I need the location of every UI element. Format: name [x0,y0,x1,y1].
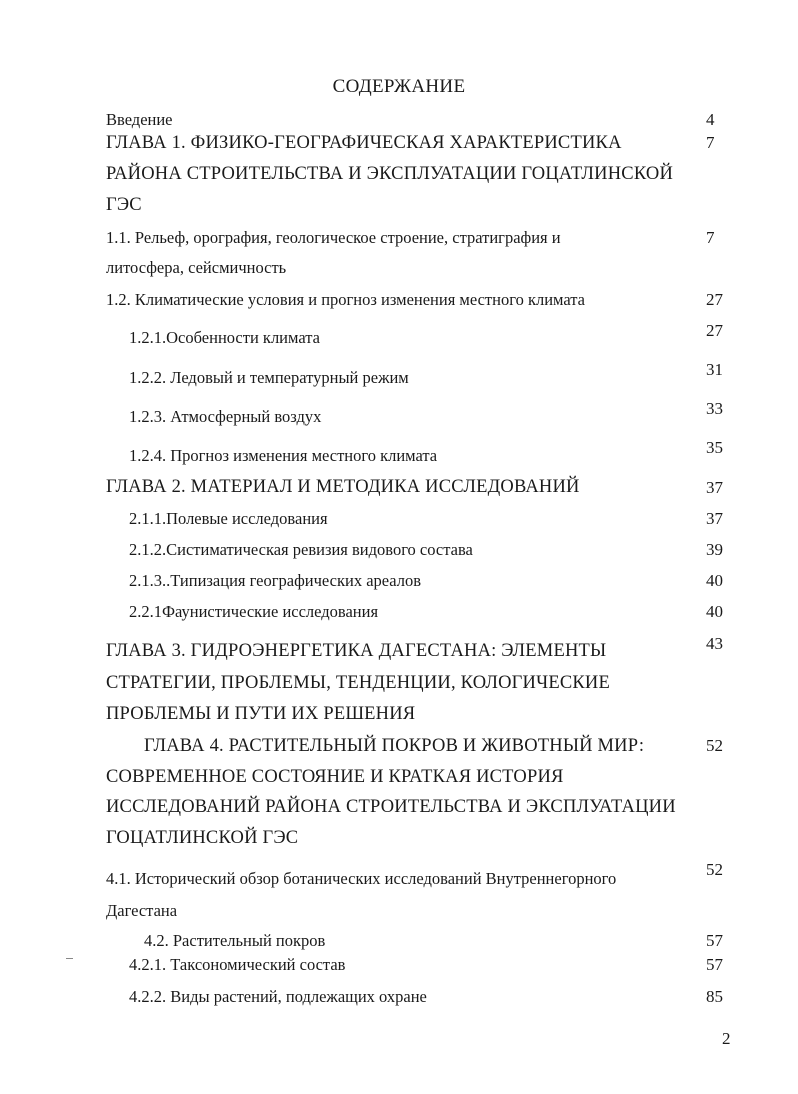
toc-entry-page: 37 [706,478,723,497]
toc-entry-page: 37 [706,509,723,528]
toc-entry-text: 4.1. Исторический обзор ботанических исследований Внутреннегорного [106,869,617,888]
toc-entry-text: Введение [106,110,173,129]
toc-entry-text: ГЛАВА 2. МАТЕРИАЛ И МЕТОДИКА ИССЛЕДОВАНИЙ [106,477,580,497]
toc-entry-page: 40 [706,571,723,590]
toc-entry-text: ГЛАВА 1. ФИЗИКО-ГЕОГРАФИЧЕСКАЯ ХАРАКТЕРИСТИКА [106,133,622,153]
toc-entry-text: 2.1.2.Систиматическая ревизия видового состава [129,540,473,559]
toc-entry-text: 2.1.1.Полевые исследования [129,509,328,528]
toc-entry-page: 52 [706,860,723,879]
toc-entry-page: 27 [706,290,723,309]
page-number: 2 [722,1029,731,1048]
toc-entry-text: ИССЛЕДОВАНИЙ РАЙОНА СТРОИТЕЛЬСТВА И ЭКСПЛУАТАЦИИ [106,797,676,817]
toc-entry-page: 4 [706,110,715,129]
toc-entry-text: Дагестана [106,901,178,920]
toc-entry-page: 39 [706,540,723,559]
toc-entry-text: ПРОБЛЕМЫ И ПУТИ ИХ РЕШЕНИЯ [106,704,416,724]
page-title: СОДЕРЖАНИЕ [332,76,466,97]
toc-entry-text: 2.2.1Фаунистические исследования [129,602,379,621]
toc-entry-page: 35 [706,438,723,457]
toc-entry-page: 57 [706,931,723,950]
toc-entry-text: 1.2.1.Особенности климата [129,328,320,347]
toc-entry-page: 40 [706,602,723,621]
toc-entry-text: 1.2.2. Ледовый и температурный режим [129,368,409,387]
toc-entry-text: литосфера, сейсмичность [106,258,287,277]
toc-entry-page: 85 [706,987,723,1006]
toc-entry-text: ГЭС [106,195,142,215]
toc-entry-text: 4.2. Растительный покров [144,931,326,950]
toc-entry-text: ГЛАВА 3. ГИДРОЭНЕРГЕТИКА ДАГЕСТАНА: ЭЛЕМЕНТЫ [106,641,607,661]
toc-entry-page: 52 [706,736,723,755]
toc-entry-page: 7 [706,133,715,152]
toc-entry-text: 4.2.1. Таксономический состав [129,955,346,974]
toc-entry-text: СОВРЕМЕННОЕ СОСТОЯНИЕ И КРАТКАЯ ИСТОРИЯ [106,767,564,787]
toc-entry-text: 1.1. Рельеф, орография, геологическое строение, стратиграфия и [106,228,561,247]
toc-entry-page: 57 [706,955,723,974]
toc-entry-text: 4.2.2. Виды растений, подлежащих охране [129,987,427,1006]
toc-entry-page: 43 [706,634,723,653]
toc-entry-text: ГОЦАТЛИНСКОЙ ГЭС [106,828,299,848]
toc-entry-text: 1.2.4. Прогноз изменения местного климата [129,446,438,465]
toc-entry-text: 1.2.3. Атмосферный воздух [129,407,322,426]
toc-entry-page: 31 [706,360,723,379]
toc-entry-text: 1.2. Климатические условия и прогноз изменения местного климата [106,290,585,309]
toc-entry-text: СТРАТЕГИИ, ПРОБЛЕМЫ, ТЕНДЕНЦИИ, КОЛОГИЧЕСКИЕ [106,673,610,693]
toc-entry-text: РАЙОНА СТРОИТЕЛЬСТВА И ЭКСПЛУАТАЦИИ ГОЦАТЛИНСКОЙ [106,164,674,184]
toc-entry-page: 7 [706,228,715,247]
toc-entry-page: 27 [706,321,723,340]
toc-entry-page: 33 [706,399,723,418]
toc-entry-text: 2.1.3..Типизация географических ареалов [129,571,422,590]
scan-speck [66,958,73,959]
toc-entry-text: ГЛАВА 4. РАСТИТЕЛЬНЫЙ ПОКРОВ И ЖИВОТНЫЙ МИР: [144,736,645,756]
